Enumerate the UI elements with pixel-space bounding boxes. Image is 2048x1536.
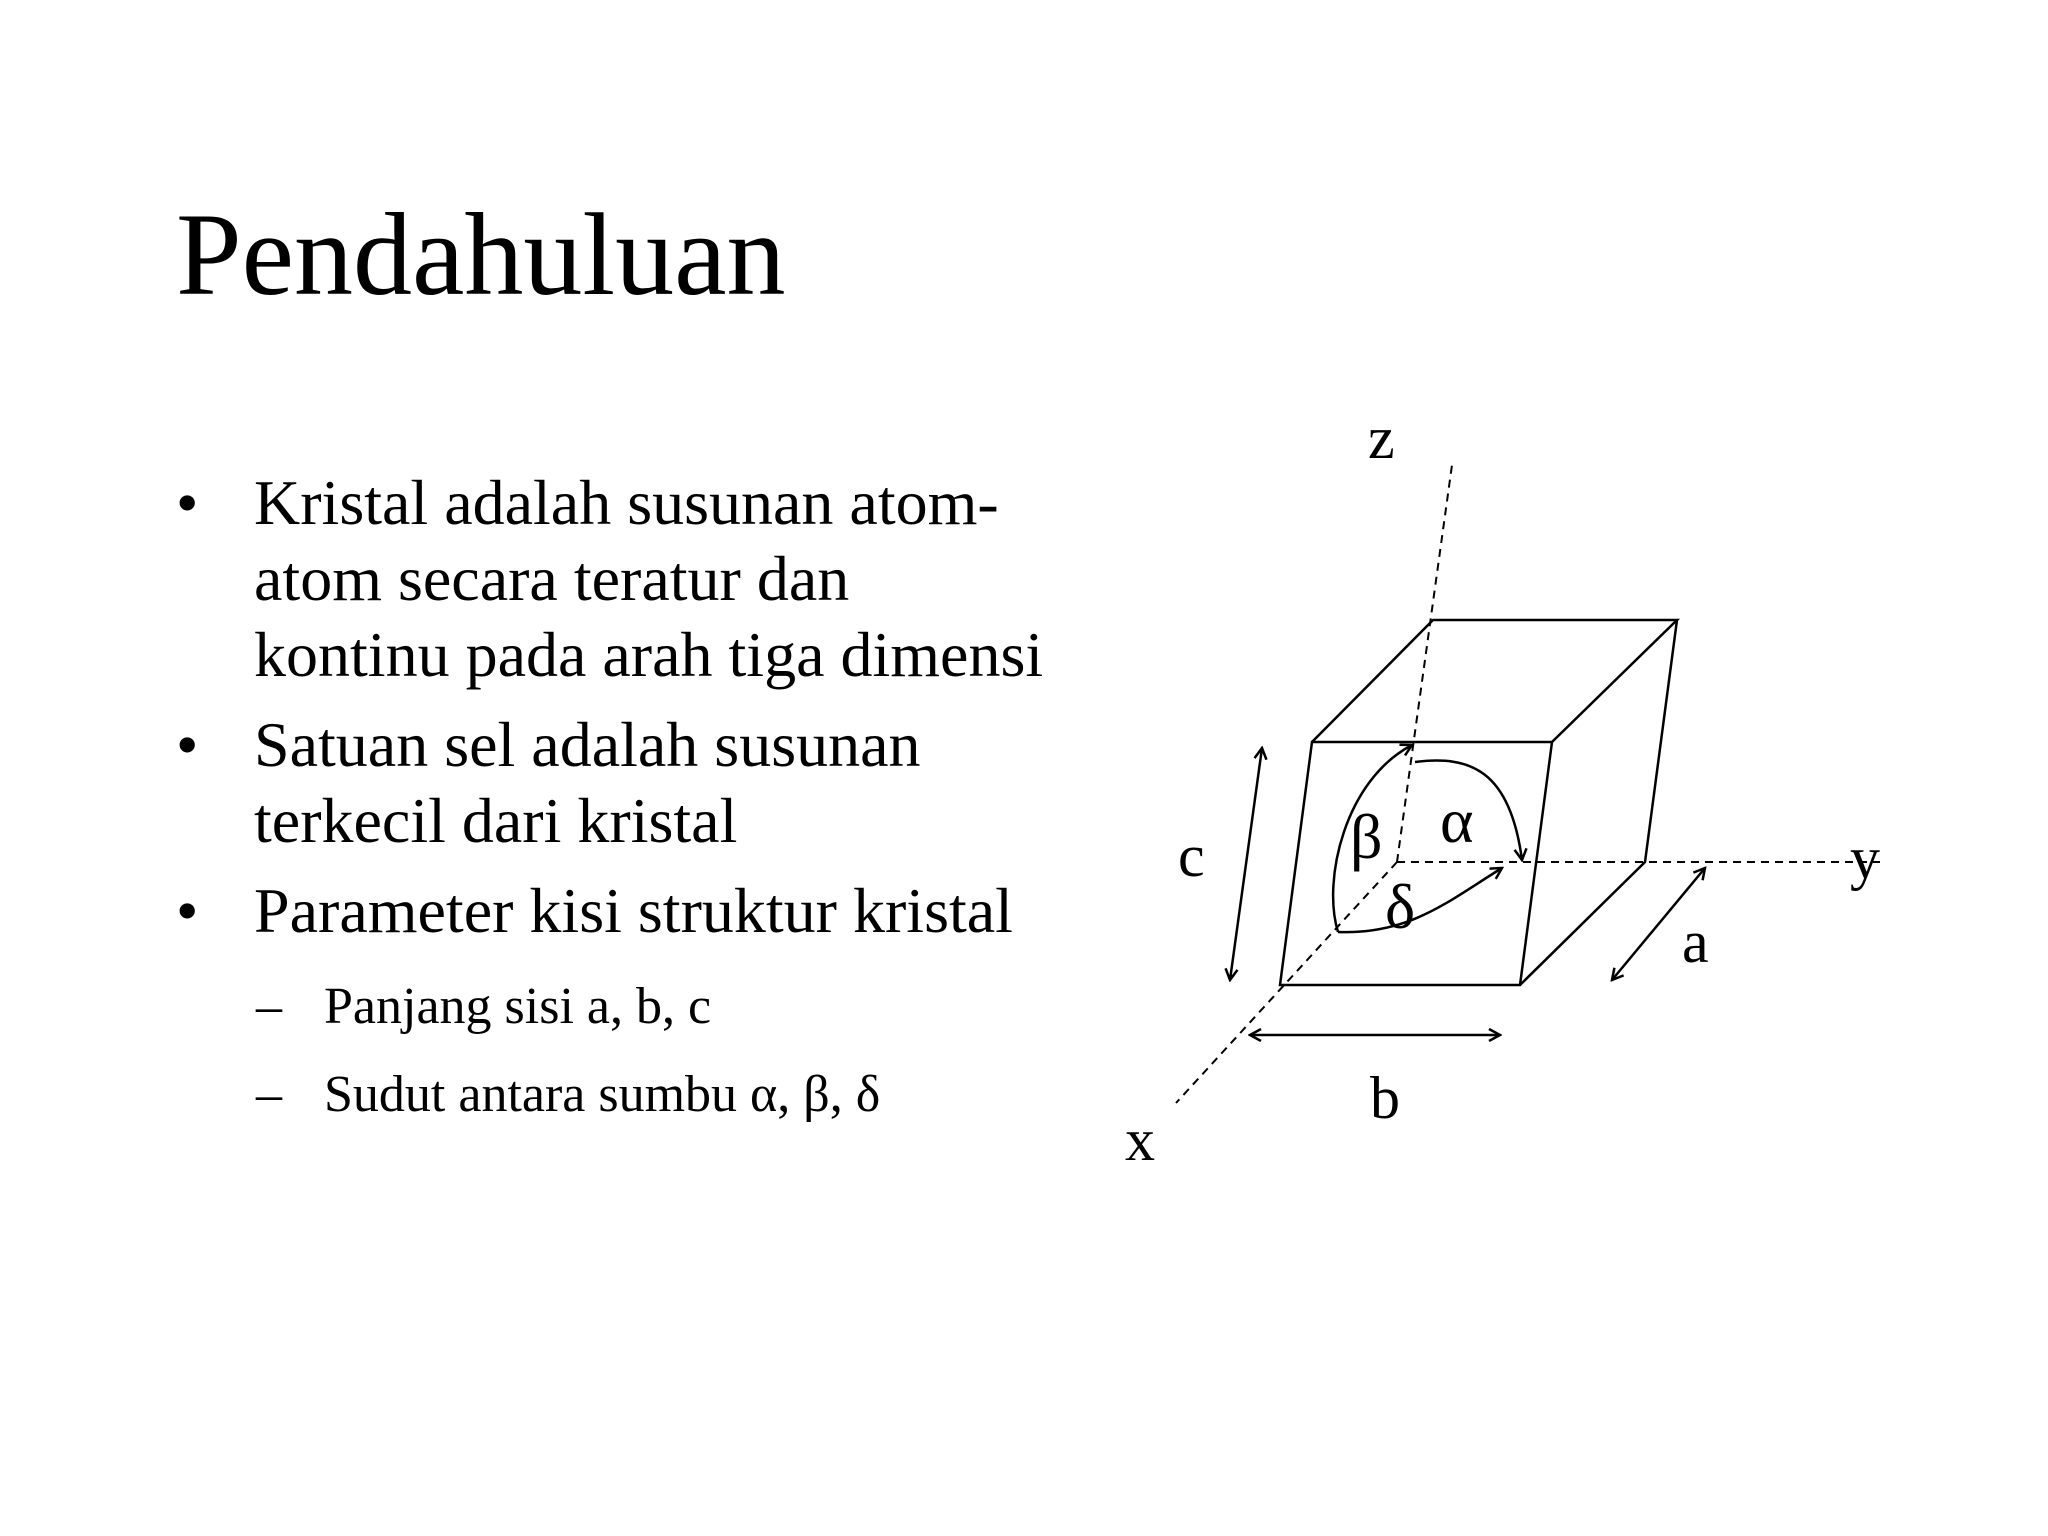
sub-bullet-text: Panjang sisi a, b, c [324,978,712,1035]
unit-cell-edges [1280,620,1677,985]
bullet-text: Parameter kisi struktur kristal [254,875,1013,946]
diagram-labels [1125,405,1880,1173]
alpha-angle-label: α [1440,785,1474,856]
bullet-text: Kristal adalah susunan atom-atom secara teratur dan kontinu pada arah tiga dimensi [254,467,1044,690]
x-axis-line [1176,862,1397,1103]
delta-arc [1338,868,1502,932]
x-axis-label: x [1125,1107,1155,1173]
c-edge-label: c [1178,823,1205,889]
sub-bullet-marker: – [256,1066,282,1123]
axes [1176,465,1880,1103]
bullet-marker: • [176,467,199,538]
top-face-edges [1312,620,1677,742]
delta-angle-label: δ [1385,871,1416,942]
b-edge-label: b [1370,1065,1400,1131]
bullet-marker: • [176,709,199,780]
sub-bullet-text: Sudut antara sumbu α, β, δ [324,1066,881,1123]
y-axis-label: y [1850,825,1880,891]
slide-title: Pendahuluan [176,189,786,320]
bullet-text: Satuan sel adalah susunan terkecil dari kristal [254,709,921,856]
c-dimension-arrow [1230,748,1262,980]
z-axis-label: z [1368,405,1395,471]
sub-bullet-marker: – [256,978,282,1035]
bullet-marker: • [176,875,199,946]
front-face [1280,742,1552,985]
a-edge-label: a [1682,909,1709,975]
beta-angle-label: β [1350,801,1383,872]
